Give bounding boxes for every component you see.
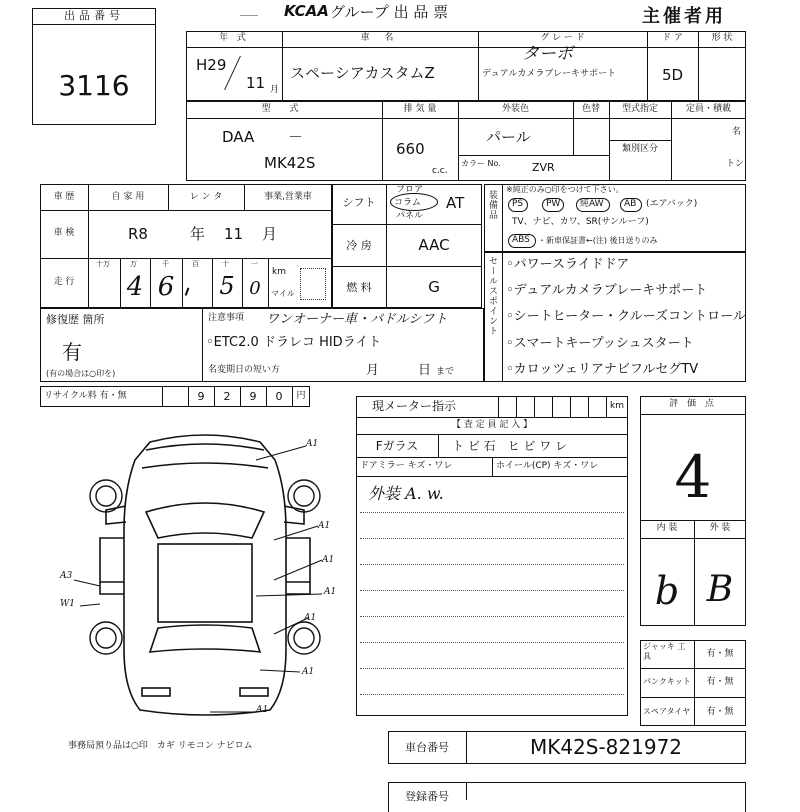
capacity-unit-2: トン xyxy=(726,159,745,169)
equip-ps[interactable]: PS xyxy=(512,199,524,209)
damage-mark-rear-right: A1 xyxy=(304,613,317,623)
disp-unit: c.c. xyxy=(432,166,448,176)
equip-ab[interactable]: AB xyxy=(624,199,637,209)
year-label: 年 式 xyxy=(219,33,249,43)
capacity-unit-1: 名 xyxy=(732,127,742,137)
disp-label: 排 気 量 xyxy=(403,104,437,114)
exterior-label: 外 装 xyxy=(709,523,731,533)
door-label: ド ア xyxy=(662,33,683,43)
capacity-label: 定員・積載 xyxy=(685,104,731,114)
year-era: H29 xyxy=(196,56,227,74)
tool-spare-label: スペアタイヤ xyxy=(643,707,691,716)
sales-label: セールスポイント xyxy=(487,256,497,336)
rename-suffix: まで xyxy=(436,367,455,377)
door-value: 5D xyxy=(661,66,684,84)
mirror-label: ドアミラー キズ・ワレ xyxy=(360,461,453,471)
color-no-label: カラー No. xyxy=(461,159,501,168)
history-opt-rental[interactable]: レ ン タ xyxy=(189,192,223,202)
digit-label-100k: 十万 xyxy=(96,260,110,268)
recycle-label: リサイクル料 有・無 xyxy=(44,391,127,401)
inspector-remark: 外装 A. w. xyxy=(368,484,444,503)
name-label: 車 名 xyxy=(360,33,400,43)
fuel-label: 燃 料 xyxy=(346,281,372,294)
interior-value: b xyxy=(654,569,680,613)
shape-label: 形 状 xyxy=(711,33,733,43)
mileage-label: 走 行 xyxy=(53,277,75,287)
mileage-digit-100: 5 xyxy=(219,272,235,300)
grade-sub: デュアルカメラブレーキサポート xyxy=(482,69,617,79)
car-diagram xyxy=(60,420,350,730)
reg-label: 登録番号 xyxy=(405,790,449,803)
model-dash: － xyxy=(288,128,304,146)
chassis-value: MK42S-821972 xyxy=(529,735,683,759)
sales-point-3: ◦シートヒーター・クルーズコントロール xyxy=(506,309,746,324)
grade-label: グ レ ー ド xyxy=(540,33,585,43)
inspect-year-unit: 年 xyxy=(190,225,206,243)
color-label: 外装色 xyxy=(501,104,529,114)
equip-line2: TV、ナビ、カワ、SR(サンルーフ) xyxy=(512,217,649,227)
inspect-month: 11 xyxy=(224,225,244,243)
history-opt-private[interactable]: 自 家 用 xyxy=(111,192,145,202)
caution-text: ワンオーナー車・パドルシフト xyxy=(266,312,448,327)
repair-value: 有 xyxy=(62,340,82,364)
lot-number: 3116 xyxy=(58,69,130,102)
year-month: 11 xyxy=(246,74,266,92)
shift-opt-column[interactable]: コラム xyxy=(394,198,421,208)
damage-mark-left-door-w1: W1 xyxy=(60,599,75,609)
digit-label-1k: 千 xyxy=(162,260,169,268)
rename-month: 月 xyxy=(366,363,380,378)
mileage-digit-10: 0 xyxy=(249,278,261,299)
office-note: 事務局預り品は○印 カギ リモコン ナビロム xyxy=(68,741,253,751)
shift-opt-floor[interactable]: フロア xyxy=(396,185,424,195)
fuel-value: G xyxy=(428,278,440,296)
exterior-value: B xyxy=(706,569,734,610)
equip-aw[interactable]: 純AW xyxy=(580,199,604,209)
tool-spare-value[interactable]: 有・無 xyxy=(706,707,734,717)
sales-point-1: ◦パワースライドドア xyxy=(506,257,630,272)
color-value: パール xyxy=(486,128,531,146)
shift-circle-icon xyxy=(390,193,438,211)
damage-mark-right-mirror: A1 xyxy=(318,521,331,531)
history-opt-business[interactable]: 事業,営業車 xyxy=(264,192,312,202)
rename-label: 名変期日の短い方 xyxy=(208,365,281,375)
repair-note: (有の場合は○印を) xyxy=(46,369,116,378)
equip-pw[interactable]: PW xyxy=(546,199,561,209)
shift-opt-panel[interactable]: パネル xyxy=(396,211,424,221)
mileage-digit-1k: 6 xyxy=(157,272,175,302)
logo: KCAA xyxy=(284,2,329,20)
disp-value: 660 xyxy=(396,140,425,158)
model-prefix: DAA xyxy=(222,128,255,146)
mile-box xyxy=(300,268,326,300)
damage-mark-left-door-a3: A3 xyxy=(60,571,73,581)
shift-label: シフト xyxy=(342,196,376,209)
lot-label: 出品番号 xyxy=(64,9,124,22)
meter-unit: km xyxy=(610,401,624,411)
recycle-digit-4: 0 xyxy=(275,390,283,403)
equip-note: ※純正のみ○印をつけて下さい。 xyxy=(506,185,624,194)
sales-point-5: ◦カロッツェリアナビフルセグTV xyxy=(506,362,699,377)
class-label: 類別区分 xyxy=(621,144,658,154)
rename-day: 日 xyxy=(418,363,432,378)
header-tick-icon xyxy=(240,2,258,16)
equip-ab-note: (エアバック) xyxy=(646,199,698,209)
score-label: 評 価 点 xyxy=(669,399,717,409)
digit-label-10: 十 xyxy=(222,260,229,268)
km-label: km xyxy=(272,267,286,277)
damage-mark-right-rear: A1 xyxy=(324,587,337,597)
damage-mark-front-right: A1 xyxy=(306,439,319,449)
organizer-label: 主催者用 xyxy=(642,6,726,27)
inspect-month-unit: 月 xyxy=(262,225,278,243)
glass-options: ト ビ 石 ヒ ビ ワ レ xyxy=(452,439,568,453)
mile-label: マイル xyxy=(271,289,295,298)
chassis-label: 車台番号 xyxy=(405,741,449,754)
grade-value: ターボ xyxy=(522,44,573,64)
ac-label: 冷 房 xyxy=(346,239,372,252)
wheel-label: ホイール(CP) キズ・ワレ xyxy=(496,461,599,471)
car-name: スペーシアカスタムZ xyxy=(290,64,435,82)
recycle-digit-1: 9 xyxy=(197,390,205,403)
tool-repair-kit-label: パンクキット xyxy=(643,677,691,686)
damage-mark-right-door: A1 xyxy=(322,555,335,565)
equip-line3: ・新車保証書←(注) 後日送りのみ xyxy=(538,236,658,245)
model-label: 型 式 xyxy=(261,104,307,114)
glass-label: Fガラス xyxy=(375,439,419,453)
model-value: MK42S xyxy=(264,154,316,172)
shift-value: AT xyxy=(446,194,465,212)
recycle-digit-3: 9 xyxy=(249,390,257,403)
tool-jack-value[interactable]: 有・無 xyxy=(706,649,734,659)
interior-label: 内 装 xyxy=(656,523,678,533)
inspect-era: R8 xyxy=(128,225,148,243)
tool-repair-kit-value[interactable]: 有・無 xyxy=(706,677,734,687)
inspect-label: 車 検 xyxy=(53,228,75,238)
recycle-digit-2: 2 xyxy=(223,390,231,403)
damage-mark-rear-bumper: A1 xyxy=(256,705,269,715)
digit-label-10k: 万 xyxy=(130,260,137,268)
type-label: 型式指定 xyxy=(621,104,658,114)
meter-label: 現メーター指示 xyxy=(372,399,457,413)
digit-label-1: 一 xyxy=(251,260,258,268)
sheet-title: グループ 出 品 票 xyxy=(330,3,449,21)
score-value: 4 xyxy=(674,443,712,511)
month-unit: 月 xyxy=(270,85,280,95)
equip-abs[interactable]: ABS xyxy=(512,235,530,245)
inspector-label: 【 査 定 員 記 入 】 xyxy=(451,420,533,430)
color-change-label: 色替 xyxy=(581,104,600,114)
color-no-value: ZVR xyxy=(532,161,555,174)
digit-label-100: 百 xyxy=(192,260,199,268)
recycle-unit: 円 xyxy=(296,391,306,401)
ac-value: AAC xyxy=(418,236,450,254)
tool-jack-label: ジャッキ 工 具 xyxy=(643,642,686,662)
damage-mark-rear-lamp: A1 xyxy=(302,667,315,677)
caution-text-2: ◦ETC2.0 ドラレコ HIDライト xyxy=(206,335,382,350)
caution-label: 注意事項 xyxy=(208,313,245,323)
repair-label: 修復歴 箇所 xyxy=(46,313,105,326)
history-label: 車 歴 xyxy=(53,192,75,202)
lot-box xyxy=(32,8,156,125)
sales-point-4: ◦スマートキープッシュスタート xyxy=(506,336,694,351)
equip-label: 装備品 xyxy=(487,190,497,220)
sales-point-2: ◦デュアルカメラブレーキサポート xyxy=(506,283,708,298)
mileage-digit-10k: 4 xyxy=(126,272,144,302)
